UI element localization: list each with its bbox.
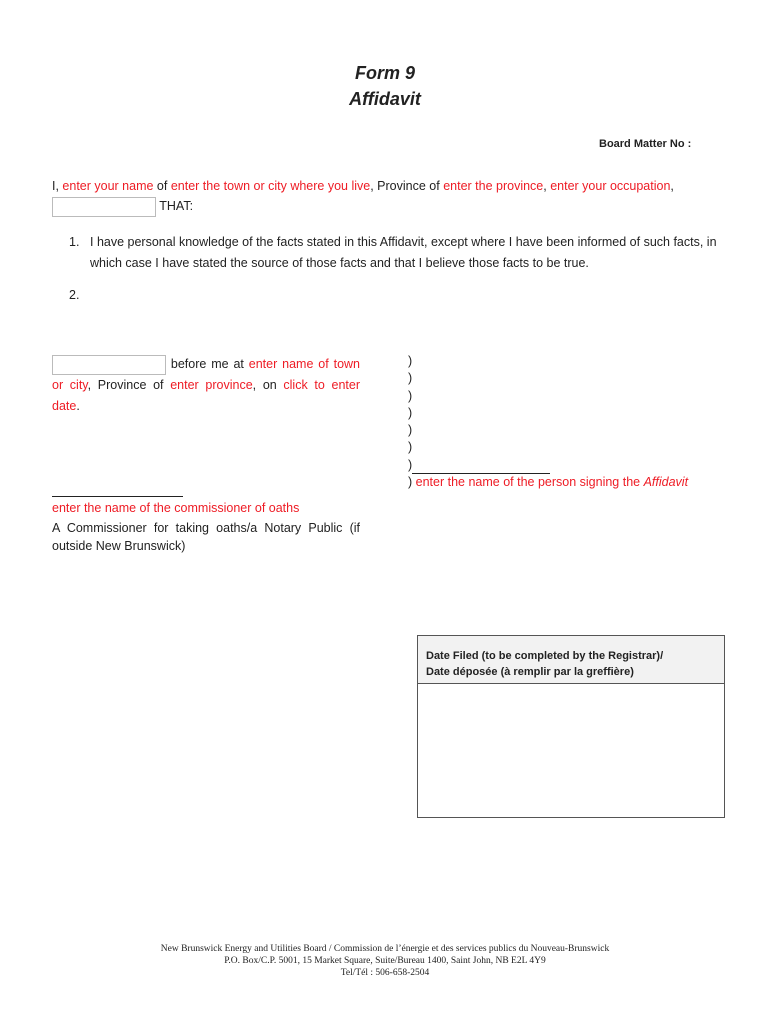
bracket: ) [408, 405, 413, 420]
form-title: Affidavit [349, 89, 421, 109]
date-field[interactable]: click to enter date [52, 378, 360, 413]
occupation-field[interactable]: enter your occupation [550, 179, 671, 193]
board-matter-label: Board Matter No : [599, 138, 692, 150]
sworn-town-field[interactable]: enter name of town or city [52, 357, 360, 392]
item-text: I have personal knowledge of the facts stated in this Affidavit, except where I have been informed of such facts, in which case I have stated the source of those facts and that I believe those facts to be true. [90, 235, 717, 270]
province-field[interactable]: enter the province [443, 179, 544, 193]
text: . [76, 399, 80, 413]
item-1 [69, 232, 729, 274]
text: before me at [166, 357, 249, 371]
affidavit-word: Affidavit [643, 475, 689, 490]
footer-line: Tel/Tél : 506-658-2504 [340, 968, 430, 978]
registrar-label-en: Date Filed (to be completed by the Registrar)/ [426, 650, 664, 662]
item-2 [69, 288, 79, 302]
commissioner-title: A Commissioner for taking oaths/a Notary Public (if outside New Brunswick) [52, 521, 360, 553]
sworn-type-field[interactable] [52, 355, 166, 375]
text: of [153, 179, 171, 193]
commissioner-name-field[interactable]: enter the name of the commissioner of oaths [52, 501, 300, 515]
town-field[interactable]: enter the town or city where you live [170, 179, 371, 193]
text: , [670, 179, 674, 193]
registrar-label-fr: Date déposée (à remplir par la greffière) [426, 666, 634, 678]
footer-line: P.O. Box/C.P. 5001, 15 Market Square, Suite/Bureau 1400, Saint John, NB E2L 4Y9 [224, 956, 546, 966]
commissioner-signature-line [52, 496, 183, 497]
text: , Province of [370, 179, 444, 193]
signature-line [412, 461, 550, 474]
bracket: ) [408, 475, 416, 490]
text: , [543, 179, 551, 193]
footer-line: New Brunswick Energy and Utilities Board / Commission de l’énergie et des services publics du Nouveau-Brunswick [160, 944, 610, 954]
text: , Province of [87, 378, 171, 392]
signer-name-field[interactable]: enter the name of the person signing the [415, 475, 644, 490]
bracket-column [408, 353, 688, 491]
registrar-header [418, 636, 724, 684]
bracket: ) [408, 354, 413, 368]
bracket: ) [408, 423, 413, 438]
bracket: ) [408, 457, 413, 472]
text: , on [252, 378, 284, 392]
bracket: ) [408, 388, 413, 403]
oath-type-field[interactable] [52, 197, 156, 217]
that-label: THAT: [159, 199, 194, 213]
registrar-box [417, 635, 725, 818]
sworn-province-field[interactable]: enter province [170, 378, 253, 392]
intro-paragraph [52, 176, 732, 217]
bracket: ) [408, 371, 413, 386]
footer [0, 943, 770, 979]
item-number: 1. [69, 235, 80, 249]
name-field[interactable]: enter your name [62, 179, 154, 193]
sworn-paragraph [52, 354, 360, 417]
item-number: 2. [69, 288, 80, 302]
bracket: ) [408, 440, 413, 455]
form-number: Form 9 [354, 63, 415, 83]
text: I, [52, 179, 63, 193]
